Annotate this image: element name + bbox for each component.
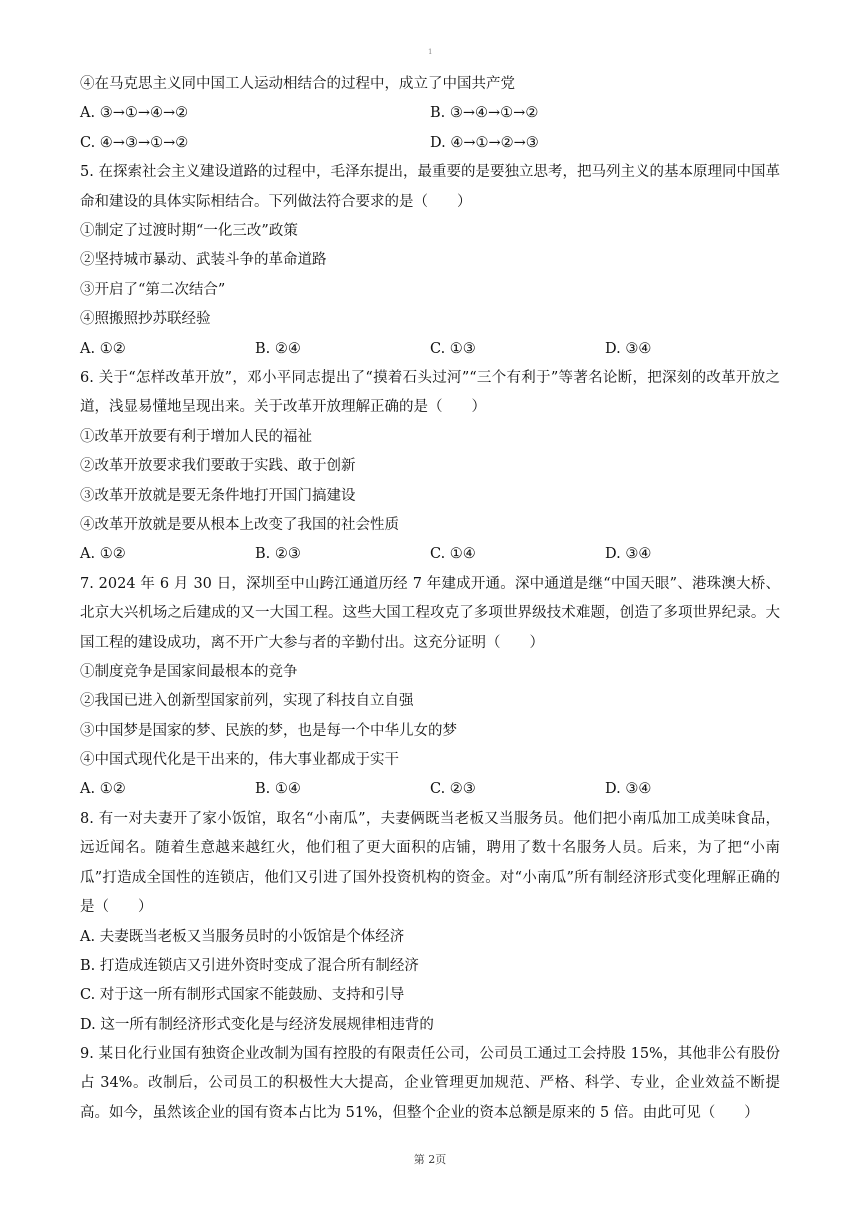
q6-statement-4: ④改革开放就是要从根本上改变了我国的社会性质 bbox=[80, 516, 399, 533]
q7-statement-4: ④中国式现代化是干出来的，伟大事业都成于实干 bbox=[80, 752, 399, 769]
q8-option-a: A. 夫妻既当老板又当服务员时的小饭馆是个体经济 bbox=[80, 928, 405, 945]
q6-option-b: B. ②③ bbox=[255, 546, 301, 563]
q6-stem: 6. 关于“怎样改革开放”，邓小平同志提出了“摸着石头过河”“三个有利于”等著名论断，把深刻的改革开放之道，浅显易懂地呈现出来。关于改革开放理解正确的是（ ） bbox=[80, 369, 780, 416]
q5-statement-3: ③开启了“第二次结合” bbox=[80, 281, 226, 298]
q5-option-b: B. ②④ bbox=[255, 340, 301, 357]
q7-option-a: A. ①② bbox=[80, 781, 126, 798]
q4-option-a: A. ③→①→④→② bbox=[80, 105, 189, 122]
q6-statement-2: ②改革开放要求我们要敢于实践、敢于创新 bbox=[80, 458, 356, 475]
q7-option-b: B. ①④ bbox=[255, 781, 301, 798]
q6-options bbox=[80, 540, 780, 569]
q7-options bbox=[80, 775, 780, 804]
q7-statement-1: ①制度竞争是国家间最根本的竞争 bbox=[80, 663, 298, 680]
q4-statement-4: ④在马克思主义同中国工人运动相结合的过程中，成立了中国共产党 bbox=[80, 76, 515, 92]
q6-statement-1: ①改革开放要有利于增加人民的福祉 bbox=[80, 428, 312, 445]
q7-option-d: D. ③④ bbox=[605, 781, 652, 798]
q5-statement-4: ④照搬照抄苏联经验 bbox=[80, 311, 211, 328]
q7-stem: 7. 2024 年 6 月 30 日，深圳至中山跨江通道历经 7 年建成开通。深中通道是继“中国天眼”、港珠澳大桥、北京大兴机场之后建成的又一大国工程。这些大国工程攻克了多项世界级技术难题，创造了多项世界纪录。大国工程的建设成功，离不开广大参与者的辛勤付出。这充分证明（ ） bbox=[80, 575, 780, 651]
header-tick: 1 bbox=[428, 48, 433, 56]
q5-statement-1: ①制定了过渡时期“一化三改”政策 bbox=[80, 222, 298, 239]
q7-statement-2: ②我国已进入创新型国家前列，实现了科技自立自强 bbox=[80, 693, 414, 710]
q6-option-a: A. ①② bbox=[80, 546, 126, 563]
q5-statement-2: ②坚持城市暴动、武装斗争的革命道路 bbox=[80, 252, 327, 269]
q6-statement-3: ③改革开放就是要无条件地打开国门搞建设 bbox=[80, 487, 356, 504]
q5-options bbox=[80, 335, 780, 364]
q8-stem: 8. 有一对夫妻开了家小饭馆，取名“小南瓜”，夫妻俩既当老板又当服务员。他们把小南瓜加工成美味食品，远近闻名。随着生意越来越红火，他们租了更大面积的店铺，聘用了数十名服务人员。后来，为了把“小南瓜”打造成全国性的连锁店，他们又引进了国外投资机构的资金。对“小南瓜”所有制经济形式变化理解正确的是（ ） bbox=[80, 810, 780, 916]
q7-statement-3: ③中国梦是国家的梦、民族的梦，也是每一个中华儿女的梦 bbox=[80, 722, 457, 739]
q4-options-row-1 bbox=[80, 99, 780, 128]
q4-options-row-2 bbox=[80, 129, 780, 158]
page-content bbox=[80, 70, 780, 1128]
q4-option-d: D. ④→①→②→③ bbox=[430, 134, 539, 151]
q5-option-d: D. ③④ bbox=[605, 340, 652, 357]
q6-option-d: D. ③④ bbox=[605, 546, 652, 563]
q6-option-c: C. ①④ bbox=[430, 546, 476, 563]
q5-option-a: A. ①② bbox=[80, 340, 126, 357]
q8-option-b: B. 打造成连锁店又引进外资时变成了混合所有制经济 bbox=[80, 957, 419, 974]
page-number: 第 2页 bbox=[413, 1153, 447, 1166]
q8-option-c: C. 对于这一所有制形式国家不能鼓励、支持和引导 bbox=[80, 987, 405, 1004]
q4-option-b: B. ③→④→①→② bbox=[430, 105, 539, 122]
q8-option-d: D. 这一所有制经济形式变化是与经济发展规律相违背的 bbox=[80, 1016, 434, 1033]
q5-stem: 5. 在探索社会主义建设道路的过程中，毛泽东提出，最重要的是要独立思考，把马列主义的基本原理同中国革命和建设的具体实际相结合。下列做法符合要求的是（ ） bbox=[80, 164, 780, 210]
q7-option-c: C. ②③ bbox=[430, 781, 476, 798]
q9-stem: 9. 某日化行业国有独资企业改制为国有控股的有限责任公司，公司员工通过工会持股 15%，其他非公有股份占 34%。改制后，公司员工的积极性大大提高，企业管理更加规范、严格、科学、专业，企业效益不断提高。如今，虽然该企业的国有资本占比为 51%，但整个企业的资本总额是原来的 5 倍。由此可见（ ） bbox=[80, 1046, 780, 1121]
q5-option-c: C. ①③ bbox=[430, 340, 476, 357]
q4-option-c: C. ④→③→①→② bbox=[80, 134, 189, 151]
